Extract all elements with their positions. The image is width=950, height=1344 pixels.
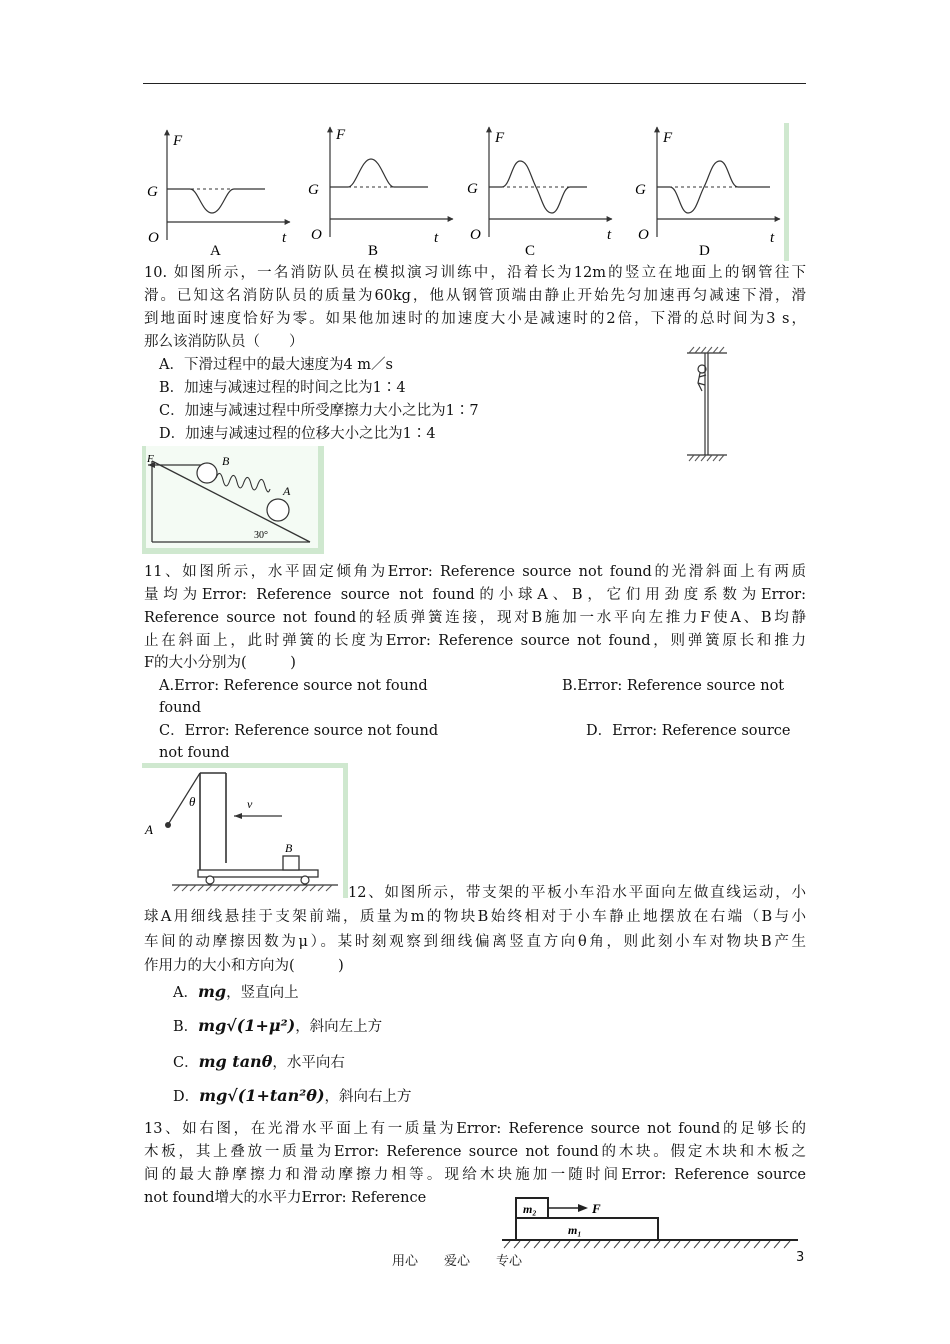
q10-option-a: A．下滑过程中的最大速度为4 m／s	[159, 357, 393, 373]
option-math: mg	[197, 982, 227, 1001]
angle-label: 30°	[254, 530, 268, 541]
origin-label: O	[638, 227, 649, 243]
cart-pendulum-figure	[142, 763, 348, 898]
q10-line-2: 滑。已知这名消防队员的质量为60kg，他从钢管顶端由静止开始先匀加速再匀减速下滑，滑	[144, 288, 806, 304]
q10-line-1: 10. 如图所示，一名消防队员在模拟演习训练中，沿着长为12m的竖立在地面上的钢管往下	[144, 265, 806, 281]
q12-option-b	[173, 1015, 382, 1039]
q10-option-b: B．加速与减速过程的时间之比为1∶4	[159, 380, 406, 396]
option-text: ，斜向右上方	[324, 1089, 412, 1105]
q11-option-b: B.Error: Reference source not	[562, 678, 785, 694]
ball-b-label: B	[222, 454, 230, 468]
option-math: mg√(1+μ²)	[198, 1016, 296, 1035]
axis-t-label: t	[770, 230, 775, 246]
q12-option-a	[173, 981, 299, 1005]
q13-line-2: 木板，其上叠放一质量为Error: Reference source not found的木块。假定木块和木板之	[144, 1144, 806, 1160]
graph-c	[467, 127, 612, 259]
level-g-label: G	[635, 182, 646, 198]
q12-line-3: 车间的动摩擦因数为μ）。某时刻观察到细线偏离竖直方向θ角，则此刻小车对物块B产生	[144, 934, 806, 950]
graph-d	[635, 127, 780, 259]
m2-label: m₂	[523, 1202, 537, 1216]
header-rule	[143, 83, 806, 84]
axis-t-label: t	[434, 230, 439, 246]
option-math: mg√(1+tan²θ)	[199, 1086, 325, 1105]
axis-f-label: F	[336, 127, 346, 143]
graph-label-b: B	[368, 243, 379, 259]
force-label: F	[592, 1201, 601, 1216]
q11-option-a: A.Error: Reference source not found	[159, 678, 428, 694]
q12-line-2: 球A用细线悬挂于支架前端，质量为m的物块B始终相对于小车静止地摆放在右端（B与小	[144, 909, 806, 925]
option-label: A．	[173, 985, 198, 1001]
q10-option-c: C．加速与减速过程中所受摩擦力大小之比为1∶7	[159, 403, 479, 419]
option-text: ，斜向左上方	[295, 1019, 383, 1035]
option-label: C．	[173, 1055, 199, 1071]
axis-f-label: F	[663, 130, 673, 146]
q11-line-5: F的大小分别为( )	[144, 655, 296, 671]
option-text: ，竖直向上	[226, 985, 299, 1001]
q12-option-c	[173, 1051, 345, 1075]
option-math: mg tanθ	[198, 1052, 273, 1071]
graph-label-a: A	[210, 243, 221, 259]
q12-line-4: 作用力的大小和方向为( )	[144, 958, 344, 974]
axis-f-label: F	[173, 133, 183, 149]
q11-line-1: 11、如图所示，水平固定倾角为Error: Reference source not found的光滑斜面上有两质	[144, 564, 806, 580]
block-board-figure	[498, 1190, 803, 1250]
force-time-graphs	[140, 118, 800, 263]
q10-line-3: 到地面时速度恰好为零。如果他加速时的加速度大小是减速时的2倍，下滑的总时间为3 s，	[144, 311, 806, 327]
graph-a	[147, 130, 290, 259]
block-b-label: B	[285, 841, 293, 855]
q10-option-d: D．加速与减速过程的位移大小之比为1∶4	[159, 426, 436, 442]
ball-a-label: A	[145, 822, 153, 837]
velocity-label: v	[247, 797, 253, 811]
q12-line-1: 12、如图所示，带支架的平板小车沿水平面向左做直线运动，小	[348, 885, 806, 901]
q11-line-2: 量均为Error: Reference source not found的小球A、B，它们用劲度系数为Error:	[144, 587, 806, 603]
q11-line-4: 止在斜面上，此时弹簧的长度为Error: Reference source not found，则弹簧原长和推力	[144, 633, 806, 649]
level-g-label: G	[147, 184, 158, 200]
incline-spring-figure	[142, 446, 324, 554]
q13-line-1: 13、如右图，在光滑水平面上有一质量为Error: Reference source not found的足够长的	[144, 1121, 806, 1137]
origin-label: O	[311, 227, 322, 243]
graph-label-c: C	[525, 243, 536, 259]
option-label: B．	[173, 1019, 199, 1035]
option-label: D．	[173, 1089, 200, 1105]
q11-option-d: D．Error: Reference source	[586, 723, 791, 739]
q10-line-4: 那么该消防队员（ ）	[144, 334, 304, 350]
q11-option-d-cont: not found	[159, 745, 230, 761]
q13-line-4: not found增大的水平力Error: Reference	[144, 1190, 427, 1206]
q12-option-d	[173, 1085, 412, 1109]
q11-option-c: C．Error: Reference source not found	[159, 723, 439, 739]
graph-label-d: D	[699, 243, 710, 259]
page-number: 3	[796, 1250, 805, 1265]
graph-b	[308, 127, 453, 259]
ball-a-label: A	[283, 484, 291, 498]
level-g-label: G	[467, 181, 478, 197]
q13-line-3: 间的最大静摩擦力和滑动摩擦力相等。现给木块施加一随时间Error: Reference source	[144, 1167, 806, 1183]
level-g-label: G	[308, 182, 319, 198]
angle-theta-label: θ	[189, 794, 196, 809]
origin-label: O	[470, 227, 481, 243]
q11-line-3: Reference source not found的轻质弹簧连接，现对B施加一水平向左推力F使A、B均静	[144, 610, 806, 626]
axis-t-label: t	[282, 230, 287, 246]
force-label: F	[147, 453, 154, 465]
m1-label: m₁	[568, 1223, 582, 1237]
q11-option-b-cont: found	[159, 700, 202, 716]
option-text: ，水平向右	[272, 1055, 345, 1071]
axis-t-label: t	[607, 227, 612, 243]
origin-label: O	[148, 230, 159, 246]
firefighter-pole-figure	[682, 345, 732, 467]
axis-f-label: F	[495, 130, 505, 146]
footer-slogan: 用心 爱心 专心	[392, 1254, 523, 1269]
